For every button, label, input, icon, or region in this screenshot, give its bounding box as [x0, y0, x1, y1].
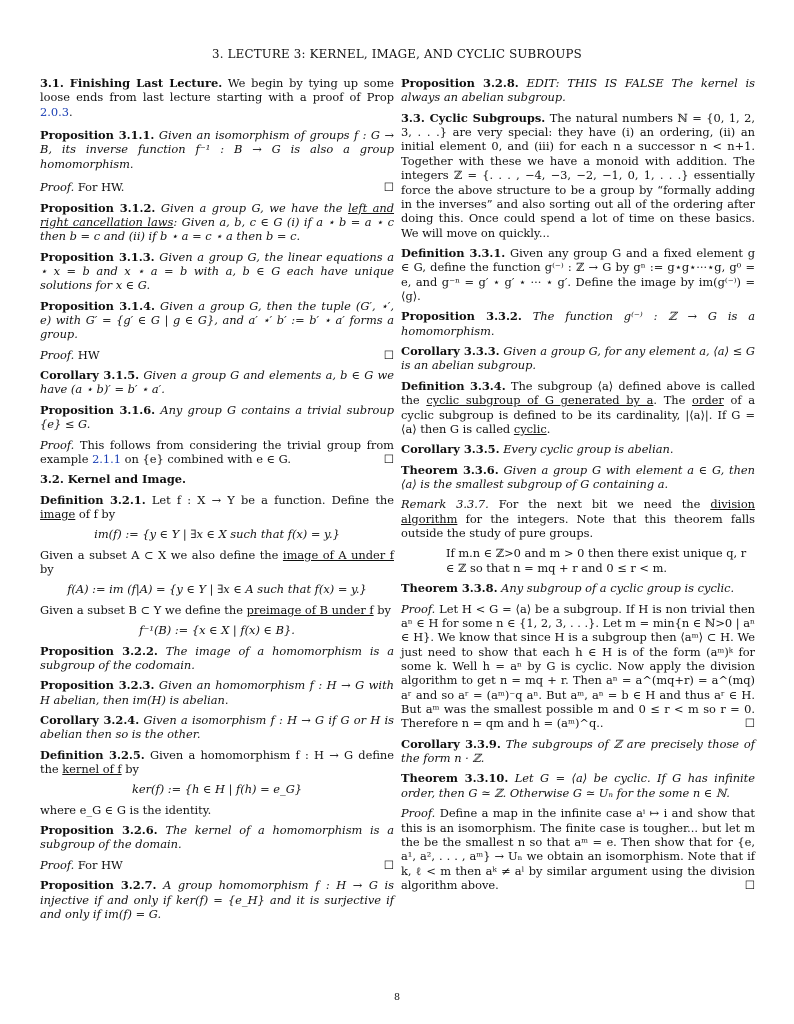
qed-icon: ☐: [744, 877, 755, 892]
kernel-equation: ker(f) := {h ∈ H | f(h) = e_G}: [131, 782, 303, 797]
proposition-3-2-3: Proposition 3.2.3. Given an homomorphism f : H → G with H abelian, then im(H) is abelian.: [40, 678, 394, 707]
qed-icon: ☐: [744, 716, 755, 731]
proposition-3-2-2: Proposition 3.2.2. The image of a homomorphism is a subgroup of the codomain.: [40, 643, 395, 672]
section-3-1: 3.1. Finishing Last Lecture. We begin by tying up some loose ends from last lecture starting with a proof of Prop 2.0.3.: [40, 76, 395, 119]
proposition-3-1-3: Proposition 3.1.3. Given a group G, the linear equations a ⋆ x = b and x ⋆ a = b with a, b ∈ G each have unique solutions for x ∈ G.: [40, 249, 395, 293]
section-3-2: 3.2. Kernel and Image.: [40, 472, 186, 487]
qed-icon: ☐: [383, 180, 394, 195]
qed-icon: ☐: [383, 451, 394, 466]
preimage-equation: f⁻¹(B) := {x ∈ X | f(x) ∈ B}.: [139, 623, 295, 638]
definition-3-2-1: Definition 3.2.1. Let f : X → Y be a function. Define the image of f by: [40, 492, 394, 521]
corollary-3-3-9: Corollary 3.3.9. The subgroups of ℤ are precisely those of the form n · ℤ.: [401, 736, 755, 766]
image-equation: im(f) := {y ∈ Y | ∃x ∈ X such that f(x) = y.}: [94, 527, 340, 542]
proposition-3-1-1: Proposition 3.1.1. Given an isomorphism of groups f : G → B, its inverse function f⁻¹ : B → G is also a group homomorphism.: [40, 128, 394, 171]
proposition-3-2-8: Proposition 3.2.8. EDIT: THIS IS FALSE The kernel is always an abelian subgroup.: [401, 76, 755, 105]
image-subset-equation: f(A) := im (f|A) = {y ∈ Y | ∃x ∈ A such that f(x) = y.}: [67, 582, 367, 597]
qed-icon: ☐: [383, 347, 394, 362]
division-algorithm: If m.n ∈ ℤ>0 and m > 0 then there exist unique q, r ∈ ℤ so that n = mq + r and 0 ≤ r < m.: [446, 546, 747, 575]
proposition-3-1-2: Proposition 3.1.2. Given a group G, we have the left and right cancellation laws: Given a, b, c ∈ G (i) if a ⋆ b = a ⋆ c then b = c and (ii) if b ⋆ a = c ⋆ a then b = c.: [40, 200, 395, 244]
page-header: 3. LECTURE 3: KERNEL, IMAGE, AND CYCLIC SUBROUPS: [212, 47, 582, 61]
image-of-subset: Given a subset A ⊂ X we also define the image of A under f by: [40, 547, 394, 577]
proposition-3-2-7: Proposition 3.2.7. A group homomorphism f : H → G is injective if and only if ker(f) = {e_H} and it is surjective if and only if im(f) = G.: [40, 878, 394, 921]
corollary-3-2-4: Corollary 3.2.4. Given a isomorphism f : H → G if G or H is abelian then so is the other.: [40, 712, 394, 742]
definition-3-3-4: Definition 3.3.4. The subgroup ⟨a⟩ defined above is called the cyclic subgroup of G generated by a. The order of a cyclic subgroup is defined to be its cardinality, |⟨a⟩|. If G = ⟨a⟩ then G is called cyclic.: [401, 378, 755, 436]
left-column: [40, 76, 394, 927]
theorem-3-3-10: Theorem 3.3.10. Let G = ⟨a⟩ be cyclic. If G has infinite order, then G ≃ ℤ. Otherwise G ≃ Uₙ for the some n ∈ ℕ.: [401, 771, 755, 800]
theorem-3-3-8: Theorem 3.3.8. Any subgroup of a cyclic group is cyclic.: [401, 581, 735, 596]
corollary-3-1-5: Corollary 3.1.5. Given a group G and elements a, b ∈ G we have (a ⋆ b)′ = b′ ⋆ a′.: [40, 368, 395, 397]
example-ref-link[interactable]: 2.1.1: [92, 451, 122, 466]
proposition-3-1-4: Proposition 3.1.4. Given a group G, then the tuple (G′, ⋆′, e) with G′ = {g′ ∈ G | g ∈ G}, and a′ ⋆′ b′ := b′ ⋆ a′ forms a group.: [40, 298, 394, 342]
section-3-3: 3.3. Cyclic Subgroups. The natural numbers ℕ = {0, 1, 2, 3, . . .} are very special: they have (i) an ordering, (ii) an initial element 0, and (iii) for each n a successor n < n+1. Together with these we have a monoid with addition. The integers ℤ = {. . . , −4, −3, −2, −1, 0, 1, . . .} essentially force the above structure to be a group by “formally adding in the inverses” and also sorting out all of the ordering after doing this. Once could spend a lot of time on these basics. We will move on quickly...: [401, 110, 755, 240]
remark-3-3-7: Remark 3.3.7. For the next bit we need the division algorithm for the integers. Note that this theorem falls outside the study of pure groups.: [401, 497, 756, 541]
prop-ref-link[interactable]: 2.0.3: [40, 104, 69, 119]
definition-3-3-1: Definition 3.3.1. Given any group G and a fixed element g ∈ G, define the function g⁽⁻⁾ : ℤ → G by gⁿ := g⋆g⋆···⋆g, g⁰ = e, and g⁻ⁿ = g′ ⋆ g′ ⋆ ··· ⋆ g′. Define the image by im(g⁽⁻⁾) = ⟨g⟩.: [401, 245, 756, 304]
proof-5: Proof. Let H < G = ⟨a⟩ be a subgroup. If H is non trivial then aⁿ ∈ H for some n ∈ {1, 2, 3, . . .}. Let m = min{n ∈ ℕ>0 | aⁿ ∈ H}. We know that since H is a subgroup then ⟨aᵐ⟩ ⊂ H. We just need to show that each h ∈ H is of the form (aᵐ)ᵏ for some k. Well h = aⁿ by G is cyclic. Now apply the division algorithm to get n = mq + r. Then aⁿ = a^(mq+r) = a^(mq) aʳ and so aʳ = (aᵐ)⁻q aⁿ. But aᵐ, aⁿ = b ∈ H and thus aʳ ∈ H. But aᵐ was the smallest possible m and 0 ≤ r < m so r = 0. Therefore n = qm and h = (aᵐ)^q.. ☐: [401, 601, 755, 731]
page-number: 8: [393, 992, 401, 1003]
proof-3: Proof. This follows from considering the trivial group from example 2.1.1 on {e} combined with e ∈ G. ☐: [40, 437, 394, 466]
theorem-3-3-6: Theorem 3.3.6. Given a group G with element a ∈ G, then ⟨a⟩ is the smallest subgroup of G containing a.: [401, 462, 756, 491]
corollary-3-3-5: Corollary 3.3.5. Every cyclic group is abelian.: [401, 442, 674, 457]
proof-4: Proof. For HW ☐: [40, 857, 394, 872]
proposition-3-2-6: Proposition 3.2.6. The kernel of a homomorphism is a subgroup of the domain.: [40, 823, 395, 852]
preimage-text: Given a subset B ⊂ Y we define the preimage of B under f by: [40, 602, 391, 617]
right-column: [401, 76, 755, 898]
corollary-3-3-3: Corollary 3.3.3. Given a group G, for any element a, ⟨a⟩ ≤ G is an abelian subgroup.: [401, 344, 756, 373]
proposition-3-1-6: Proposition 3.1.6. Any group G contains a trivial subroup {e} ≤ G.: [40, 402, 394, 432]
proof-2: Proof. HW ☐: [40, 347, 394, 362]
identity-note: where e_G ∈ G is the identity.: [40, 802, 212, 817]
proof-1: Proof. For HW. ☐: [40, 180, 394, 195]
proof-6: Proof. Define a map in the infinite case aⁱ ↦ i and show that this is an isomorphism. The finite case is tougher... but let m the be the smallest n so that aᵐ = e. Then show that for {e, a¹, a², . . . , aᵐ} → Uₙ we obtain an isomorphism. Note that if k, ℓ < m then aᵏ ≠ aˡ by similar argument using the division algorithm above. ☐: [401, 806, 755, 892]
proposition-3-3-2: Proposition 3.3.2. The function g⁽⁻⁾ : ℤ → G is a homomorphism.: [401, 309, 755, 338]
qed-icon: ☐: [383, 857, 394, 872]
definition-3-2-5: Definition 3.2.5. Given a homomorphism f : H → G define the kernel of f by: [40, 747, 395, 777]
